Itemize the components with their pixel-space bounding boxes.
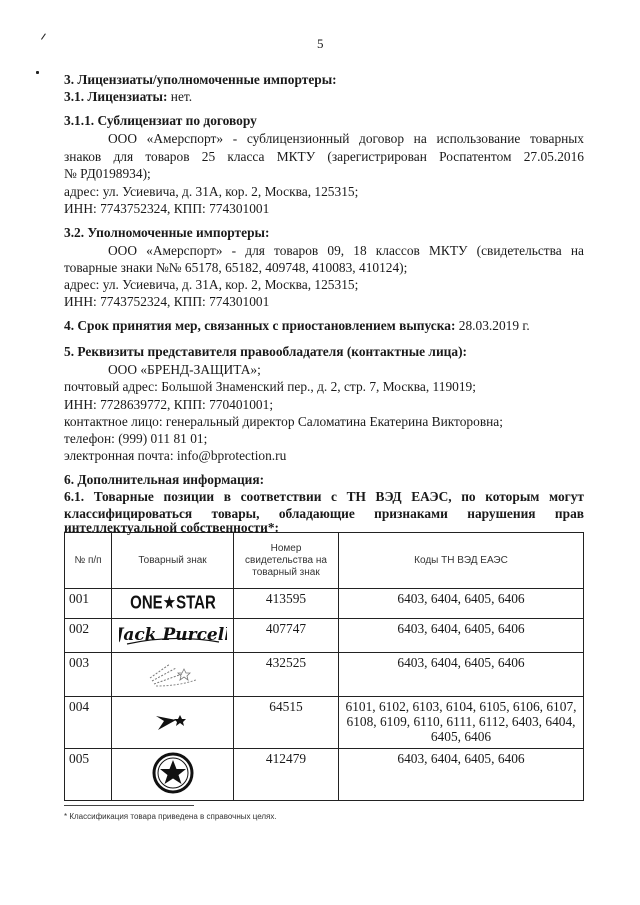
importers-inn: ИНН: 7743752324, КПП: 774301001 xyxy=(64,294,270,309)
row-cert: 412479 xyxy=(234,749,339,801)
section-3-1-value: нет. xyxy=(167,89,193,104)
representative-email: электронная почта: info@bprotection.ru xyxy=(64,448,287,463)
trademark-table xyxy=(64,532,584,801)
jack-purcell-logo xyxy=(112,619,234,653)
section-4-value: 28.03.2019 г. xyxy=(455,318,530,333)
representative-inn: ИНН: 7728639772, КПП: 770401001; xyxy=(64,397,274,412)
scan-dot xyxy=(36,71,39,74)
page-number: 5 xyxy=(317,36,324,51)
header-cert: Номер свидетельства на товарный знак xyxy=(234,533,339,589)
scan-mark xyxy=(41,33,46,39)
section-3-1 xyxy=(64,89,192,105)
row-num: 001 xyxy=(65,589,112,619)
footnote: * Классификация товара приведена в справочных целях. xyxy=(64,812,277,821)
chevron-star-logo xyxy=(112,697,234,749)
sublicense-line-3: № РД0198934); xyxy=(64,166,151,181)
sublicense-line-2: знаков для товаров 25 класса МКТУ (зарегистрирован Роспатентом 27.05.2016 xyxy=(64,149,584,164)
table-row xyxy=(65,653,584,697)
importers-address: адрес: ул. Усиевича, д. 31А, кор. 2, Москва, 125315; xyxy=(64,277,359,292)
table-row xyxy=(65,619,584,653)
representative-phone: телефон: (999) 011 81 01; xyxy=(64,431,208,446)
section-6-1-line-2: классифицироваться товары, обладающие признаками нарушения прав xyxy=(64,506,584,521)
sublicense-line-1: ООО «Амерспорт» - сублицензионный договор на использование товарных xyxy=(108,131,584,146)
section-6-1-line-3-text: интеллектуальной собственности xyxy=(64,520,268,535)
star-in-circle-icon xyxy=(151,751,195,795)
row-num: 002 xyxy=(65,619,112,653)
importers-line-1: ООО «Амерспорт» - для товаров 09, 18 классов МКТУ (свидетельства на xyxy=(108,243,584,258)
row-num: 005 xyxy=(65,749,112,801)
section-6-1-line-1: 6.1. Товарные позиции в соответствии с ТН ВЭД ЕАЭС, по которым могут xyxy=(64,489,584,504)
row-codes: 6403, 6404, 6405, 6406 xyxy=(339,589,584,619)
row-codes: 6403, 6404, 6405, 6406 xyxy=(339,749,584,801)
table-header-row xyxy=(65,533,584,589)
section-3-2-heading: 3.2. Уполномоченные импортеры: xyxy=(64,225,270,240)
row-codes: 6403, 6404, 6405, 6406 xyxy=(339,653,584,697)
row-num: 004 xyxy=(65,697,112,749)
chevron-swoosh-icon xyxy=(138,656,208,690)
table-row xyxy=(65,697,584,749)
row-cert: 432525 xyxy=(234,653,339,697)
star-circle-logo xyxy=(112,749,234,801)
sublicense-address: адрес: ул. Усиевича, д. 31А, кор. 2, Москва, 125315; xyxy=(64,184,359,199)
section-3-1-1-heading: 3.1.1. Сублицензиат по договору xyxy=(64,113,257,128)
sublicense-inn: ИНН: 7743752324, КПП: 774301001 xyxy=(64,201,270,216)
representative-postal: почтовый адрес: Большой Знаменский пер., д. 2, стр. 7, Москва, 119019; xyxy=(64,379,476,394)
row-cert: 64515 xyxy=(234,697,339,749)
section-3-1-heading: 3.1. Лицензиаты: xyxy=(64,89,168,104)
row-num: 003 xyxy=(65,653,112,697)
table-row xyxy=(65,589,584,619)
one-star-logo-graphic xyxy=(123,591,223,613)
row-cert: 407747 xyxy=(234,619,339,653)
section-4 xyxy=(64,318,530,334)
table-row xyxy=(65,749,584,801)
section-5-heading: 5. Реквизиты представителя правообладателя (контактные лица): xyxy=(64,344,467,359)
row-codes: 6101, 6102, 6103, 6104, 6105, 6106, 6107, 6108, 6109, 6110, 6111, 6112, 6403, 6404, 6405, 6406 xyxy=(339,697,584,749)
representative-contact: контактное лицо: генеральный директор Саломатина Екатерина Викторовна; xyxy=(64,414,503,429)
importers-line-2: товарные знаки №№ 65178, 65182, 409748, 410083, 410124); xyxy=(64,260,408,275)
section-6-1-footnote-ref: *: xyxy=(267,520,279,535)
one-star-logo-text: ONE★STAR xyxy=(129,591,216,613)
jack-purcell-logo-text: Jack Purcell xyxy=(118,625,227,645)
section-4-heading: 4. Срок принятия мер, связанных с приостановлением выпуска: xyxy=(64,318,456,333)
row-codes: 6403, 6404, 6405, 6406 xyxy=(339,619,584,653)
row-cert: 413595 xyxy=(234,589,339,619)
section-3-heading: 3. Лицензиаты/уполномоченные импортеры: xyxy=(64,72,337,87)
jack-purcell-logo-graphic xyxy=(119,620,227,648)
header-codes: Коды ТН ВЭД ЕАЭС xyxy=(339,533,584,589)
footnote-divider xyxy=(64,805,194,806)
representative-company: ООО «БРЕНД-ЗАЩИТА»; xyxy=(108,362,261,377)
section-6-heading: 6. Дополнительная информация: xyxy=(64,472,265,487)
one-star-logo xyxy=(112,589,234,619)
header-mark: Товарный знак xyxy=(112,533,234,589)
header-num: № п/п xyxy=(65,533,112,589)
chevron-star-icon xyxy=(148,706,198,736)
chevron-swoosh-logo xyxy=(112,653,234,697)
